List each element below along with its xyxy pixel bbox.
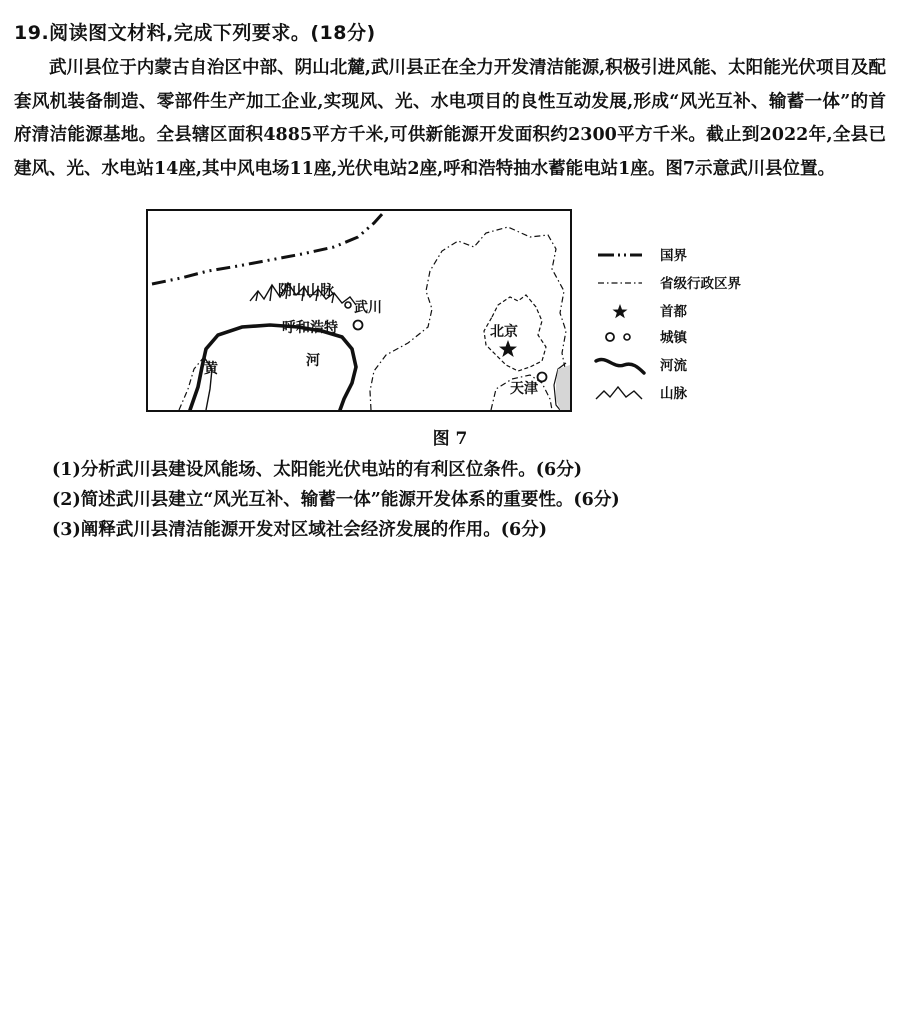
- figure-caption: 图 7: [432, 429, 468, 449]
- beijing-capital-star: [499, 340, 517, 357]
- hohhot-town-symbol: [354, 321, 363, 330]
- legend-mountain: 山脉: [660, 386, 687, 402]
- national-border-line: [152, 212, 384, 284]
- subquestion-1: (1)分析武川县建设风能场、太阳能光伏电站的有利区位条件。(6分): [52, 460, 582, 480]
- label-tianjin: 天津: [510, 381, 538, 397]
- legend-towns: 城镇: [660, 330, 687, 346]
- label-yinshan: 阴山山脉: [278, 283, 334, 299]
- legend-river-symbol: [596, 359, 644, 373]
- wuchuan-town-symbol: [345, 302, 351, 308]
- sea-area: [556, 365, 570, 410]
- legend-provincial-border: 省级行政区界: [660, 276, 741, 292]
- legend-capital: 首都: [660, 304, 687, 320]
- label-huang: 黄: [204, 361, 218, 377]
- legend-capital-symbol: [613, 304, 628, 318]
- legend-mountain-symbol: [596, 387, 642, 399]
- label-he: 河: [306, 353, 320, 369]
- question-header: 19.阅读图文材料,完成下列要求。(18分): [14, 22, 376, 44]
- label-hohhot: 呼和浩特: [282, 320, 338, 336]
- legend-river: 河流: [660, 358, 687, 374]
- map-legend: [596, 247, 741, 402]
- label-wuchuan: 武川: [354, 300, 382, 316]
- subquestion-2: (2)简述武川县建立“风光互补、输蓄一体”能源开发体系的重要性。(6分): [52, 490, 620, 510]
- tianjin-town-symbol: [538, 373, 547, 382]
- label-beijing: 北京: [490, 324, 518, 340]
- legend-town-symbol: [624, 334, 630, 340]
- question-passage: 武川县位于内蒙古自治区中部、阴山北麓,武川县正在全力开发清洁能源,积极引进风能、太阳能光伏项目及配套风机装备制造、零部件生产加工企业,实现风、光、水电项目的良性互动发展,形成“风光互补、输蓄一体”的首府清洁能源基地。全县辖区面积4885平方千米,可供新能源开发面积约2300平方千米。截止到2022年,全县已建风、光、水电站14座,其中风电场11座,光伏电站2座,呼和浩特抽水蓄能电站1座。图7示意武川县位置。: [14, 58, 886, 179]
- legend-town-symbol: [606, 333, 614, 341]
- legend-national-border: 国界: [660, 248, 687, 264]
- subquestion-3: (3)阐释武川县清洁能源开发对区域社会经济发展的作用。(6分): [52, 520, 547, 540]
- figure-7-map: [146, 209, 776, 414]
